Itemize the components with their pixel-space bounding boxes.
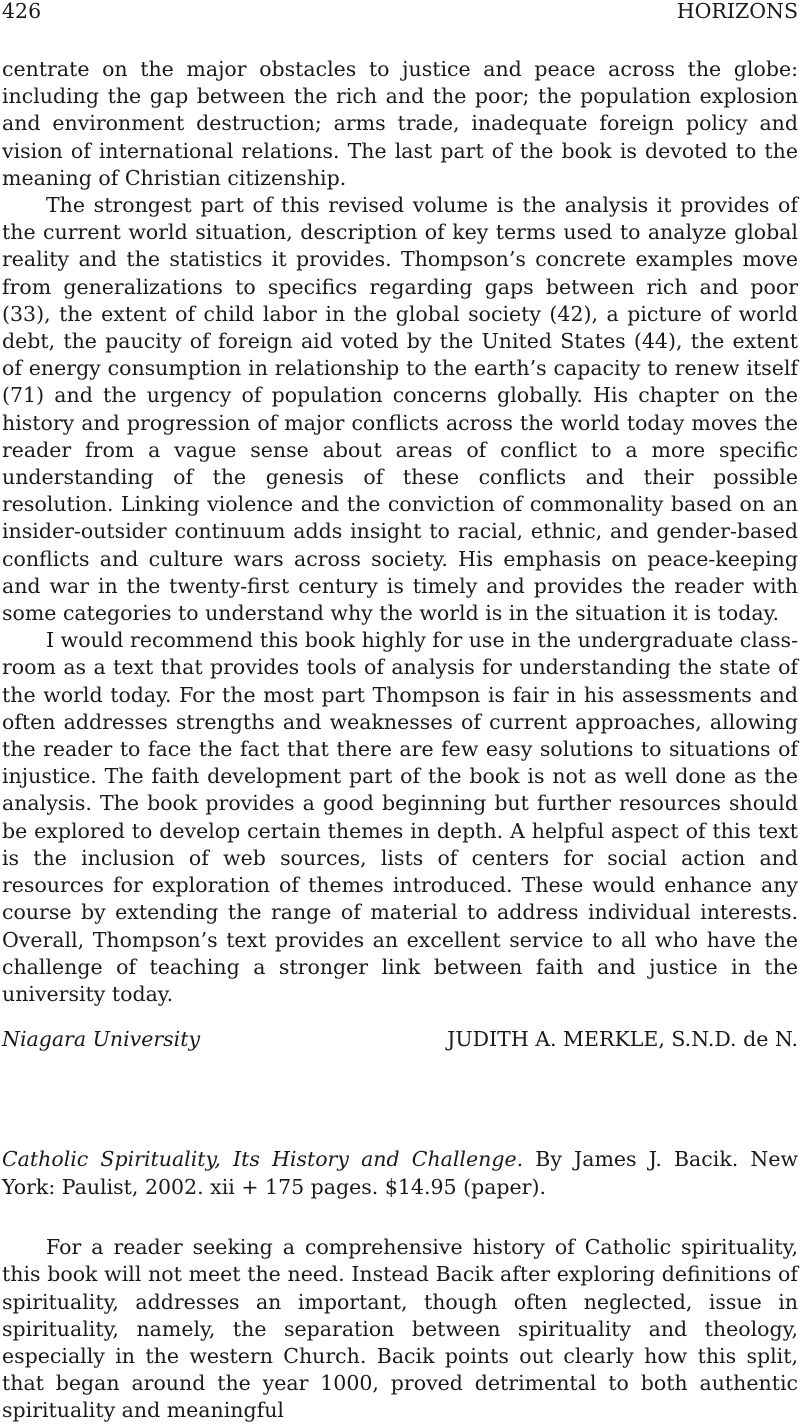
reviewer-signature bbox=[2, 1026, 798, 1053]
page-number: 426 bbox=[2, 0, 42, 23]
running-head bbox=[2, 0, 798, 22]
second-review-body bbox=[2, 1234, 798, 1424]
paragraph: I would recommend this book highly for use in the undergraduate classroom as a text that provides tools of analysis for understanding the state of the world today. For the most part Thompson is fair in his assessments and often addresses strengths and weaknesses of current approaches, allowing the reader to face the fact that there are few easy solutions to situations of injustice. The faith development part of the book is not as well done as the analysis. The book provides a good beginning but further resources should be explored to develop certain themes in depth. A helpful aspect of this text is the inclusion of web sources, lists of centers for social action and resources for exploration of themes introduced. These would enhance any course by extending the range of material to address individual interests. Overall, Thompson’s text provides an excellent service to all who have the challenge of teaching a stronger link between faith and justice in the university today. bbox=[2, 628, 798, 1006]
paragraph-continuation: centrate on the major obstacles to justice and peace across the globe: including the gap between the rich and the poor; the population explosion and environment destruction; arms trade, inadequate foreign policy and vision of international relations. The last part of the book is devoted to the meaning of Christian citizenship. bbox=[2, 57, 798, 190]
book-details: By James J. Bacik. New York: Paulist, 2002. xii + 175 pages. $14.95 (paper). bbox=[2, 1147, 799, 1200]
paragraph: The strongest part of this revised volume is the analysis it provides of the current world situation, description of key terms used to analyze global reality and the statistics it provides. Thompson’s concrete examples move from generalizations to specifics regarding gaps between rich and poor (33), the extent of child labor in the global society (42), a picture of world debt, the paucity of foreign aid voted by the United States (44), the extent of energy consumption in relationship to the earth’s capacity to renew itself (71) and the urgency of population concerns globally. His chapter on the history and progression of major conflicts across the world today moves the reader from a vague sense about areas of conflict to a more specific understanding of the genesis of these conflicts and their possible resolution. Linking violence and the conviction of commonality based on an insider-outsider continuum adds insight to racial, ethnic, and gender-based conflicts and culture wars across society. His emphasis on peace-keeping and war in the twenty-first century is timely and provides the reader with some categories to understand why the world is in the situation it is today. bbox=[2, 193, 798, 626]
reviewer-name: JUDITH A. MERKLE, S.N.D. de N. bbox=[447, 1027, 798, 1052]
reviewer-affiliation: Niagara University bbox=[2, 1027, 201, 1052]
review-body-text bbox=[2, 56, 798, 1008]
paragraph: For a reader seeking a comprehensive history of Catholic spirituality, this book will not meet the need. Instead Bacik after exploring definitions of spirituality, addresses an important, though often neglected, issue in spirituality, namely, the separation between spirituality and theology, especially in the western Church. Bacik points out clearly how this split, that began around the year 1000, proved detrimental to both authentic spirituality and meaningful bbox=[2, 1235, 798, 1423]
journal-page bbox=[2, 0, 798, 1425]
book-title: Catholic Spirituality, Its History and Challenge. bbox=[2, 1147, 524, 1172]
book-citation bbox=[2, 1145, 798, 1201]
journal-title: HORIZONS bbox=[676, 0, 798, 23]
